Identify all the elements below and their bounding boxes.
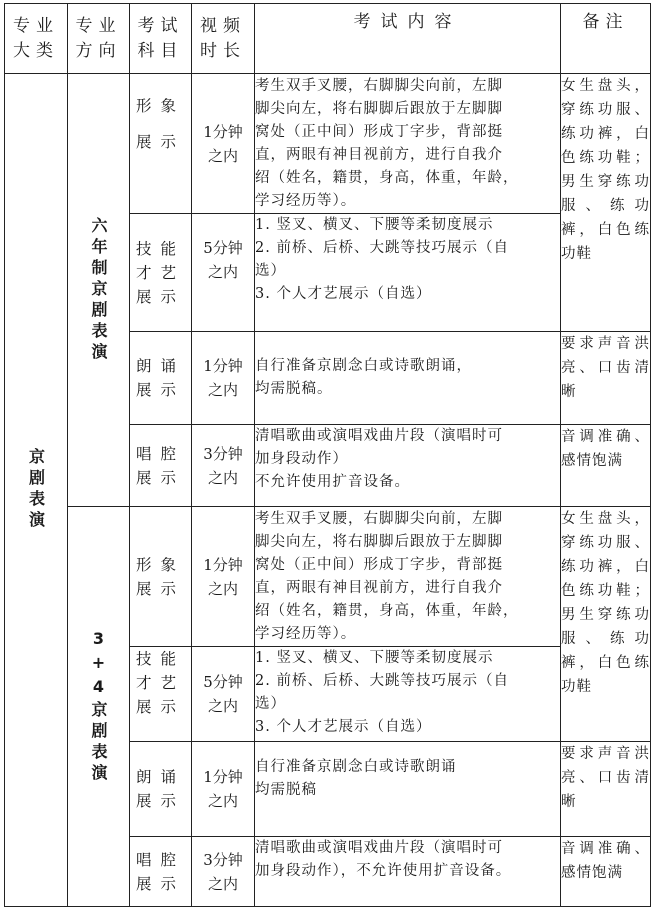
category-cell — [5, 74, 68, 907]
subject-cell: 唱腔 展示 — [130, 837, 192, 907]
category-label: 京剧表演 — [26, 448, 46, 532]
table-row — [5, 507, 651, 647]
subject-cell: 形象 展示 — [130, 74, 192, 214]
direction-label: 六年制京剧表演 — [89, 216, 108, 364]
direction-label: 3+4京剧表演 — [89, 628, 108, 785]
header-major-category: 专业 大类 — [5, 4, 68, 74]
duration-cell: 1分钟 之内 — [192, 507, 255, 647]
content-cell: 清唱歌曲或演唱戏曲片段（演唱时可 加身段动作），不允许使用扩音设备。 — [255, 837, 561, 907]
subject-cell: 技能 才艺 展示 — [130, 214, 192, 332]
content-cell: 自行准备京剧念白或诗歌朗诵 均需脱稿 — [255, 742, 561, 837]
header-subject: 考试 科目 — [130, 4, 192, 74]
duration-cell: 5分钟 之内 — [192, 647, 255, 742]
header-notes: 备注 — [561, 4, 651, 74]
note-sing: 音调准确、感情饱满 — [561, 425, 651, 507]
exam-requirements-table — [4, 3, 651, 907]
header-content: 考试内容 — [255, 4, 561, 74]
note-costume: 女生盘头，穿练功服、练功裤，白色练功鞋；男生穿练功服、练功裤，白色练功鞋 — [561, 507, 651, 742]
duration-cell: 1分钟 之内 — [192, 74, 255, 214]
content-cell: 1. 竖叉、横叉、下腰等柔韧度展示 2. 前桥、后桥、大跳等技巧展示（自 选） 3. 个人才艺展示（自选） — [255, 647, 561, 742]
duration-cell: 1分钟 之内 — [192, 332, 255, 425]
content-cell: 1. 竖叉、横叉、下腰等柔韧度展示 2. 前桥、后桥、大跳等技巧展示（自 选） 3. 个人才艺展示（自选） — [255, 214, 561, 332]
header-video-length: 视频 时长 — [192, 4, 255, 74]
subject-cell: 朗诵 展示 — [130, 742, 192, 837]
subject-cell: 唱腔 展示 — [130, 425, 192, 507]
duration-cell: 1分钟 之内 — [192, 742, 255, 837]
note-sing: 音调准确、感情饱满 — [561, 837, 651, 907]
direction-cell — [68, 74, 130, 507]
content-cell: 自行准备京剧念白或诗歌朗诵， 均需脱稿。 — [255, 332, 561, 425]
note-costume: 女生盘头，穿练功服、练功裤，白色练功鞋；男生穿练功服、练功裤，白色练功鞋 — [561, 74, 651, 332]
header-row — [5, 4, 651, 74]
content-cell: 清唱歌曲或演唱戏曲片段（演唱时可 加身段动作） 不允许使用扩音设备。 — [255, 425, 561, 507]
content-cell: 考生双手叉腰，右脚脚尖向前，左脚 脚尖向左，将右脚脚后跟放于左脚脚 窝处（正中间）形成丁字步，背部挺 直，两眼有神目视前方，进行自我介 绍（姓名，籍贯，身高，体重，年龄， 学习经历等）。 — [255, 507, 561, 647]
header-major-direction: 专业 方向 — [68, 4, 130, 74]
subject-cell: 技能 才艺 展示 — [130, 647, 192, 742]
table-row — [5, 74, 651, 214]
duration-cell: 3分钟 之内 — [192, 425, 255, 507]
subject-cell: 形象 展示 — [130, 507, 192, 647]
duration-cell: 3分钟 之内 — [192, 837, 255, 907]
note-recite: 要求声音洪亮、口齿清晰 — [561, 332, 651, 425]
note-recite: 要求声音洪亮、口齿清晰 — [561, 742, 651, 837]
direction-cell — [68, 507, 130, 907]
duration-cell: 5分钟 之内 — [192, 214, 255, 332]
subject-cell: 朗诵 展示 — [130, 332, 192, 425]
content-cell: 考生双手叉腰，右脚脚尖向前，左脚 脚尖向左，将右脚脚后跟放于左脚脚 窝处（正中间）形成丁字步，背部挺 直，两眼有神目视前方，进行自我介 绍（姓名，籍贯，身高，体重，年龄， 学习经历等）。 — [255, 74, 561, 214]
